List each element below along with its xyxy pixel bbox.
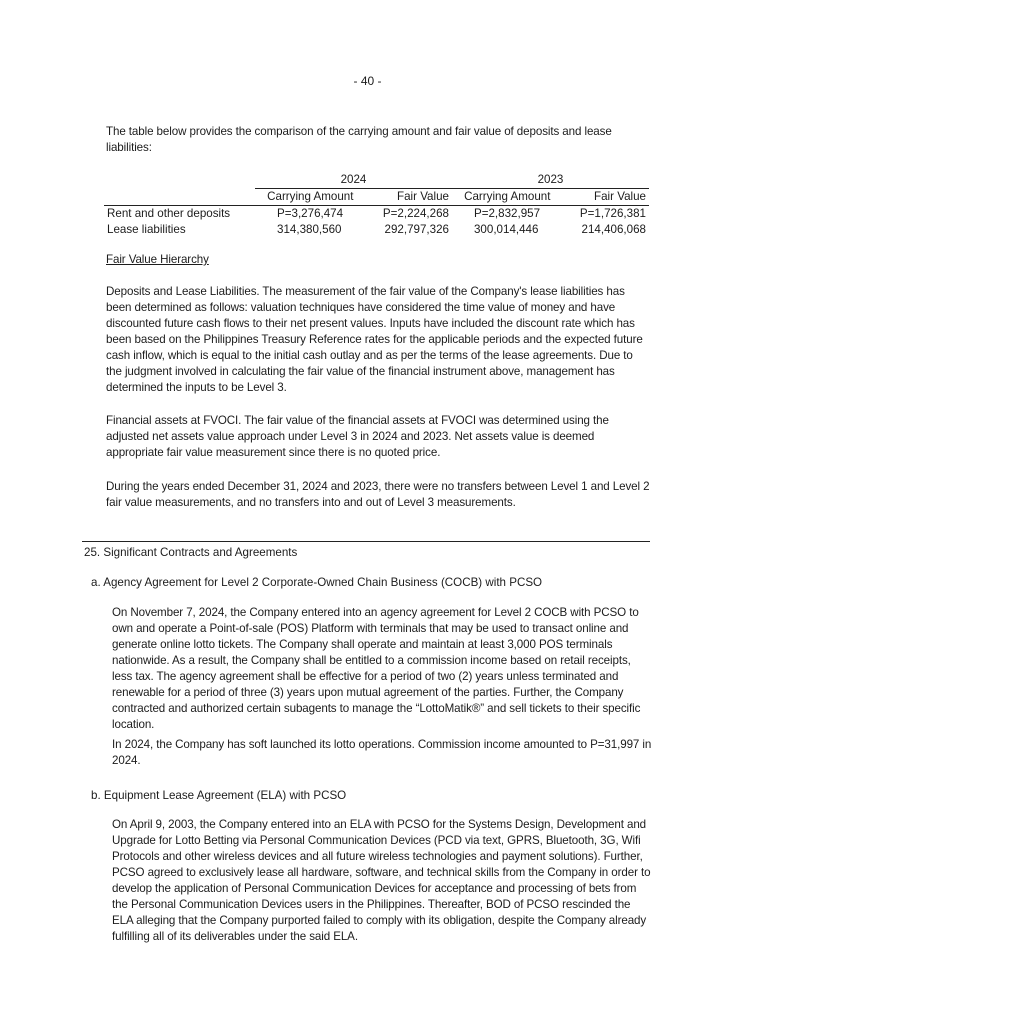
commission-paragraph: In 2024, the Company has soft launched its lotto operations. Commission income amounted to P=31,997 in 2024. <box>112 738 652 767</box>
ela-paragraph: On April 9, 2003, the Company entered into an ELA with PCSO for the Systems Design, Development and Upgrade for Lotto Betting via Personal Communication Devices (PCD via text, GPRS, Bluetooth, 3G, Wifi Protocols and other wireless devices and all future wireless technologies and payment solutions). Further, PCSO agreed to exclusively lease all hardware, software, and technical skills from the Company in order to develop the application of Personal Communication Devices for acceptance and processing of bets from the Personal Communication Devices users in the Philippines. Thereafter, BOD of PCSO rescinded the ELA alleging that the Company purported failed to comply with its obligation, despite the Company already fulfilling all of its deliverables under the said ELA. <box>112 818 651 943</box>
section-divider <box>82 541 650 542</box>
cell: P=1,726,381 <box>579 207 646 220</box>
transfers-paragraph: During the years ended December 31, 2024 and 2023, there were no transfers between Level 1 and Level 2 fair value measurements, and no transfers into and out of Level 3 measurements. <box>106 480 650 509</box>
row-label: Lease liabilities <box>107 223 186 236</box>
table-row <box>104 206 649 223</box>
fvoci-paragraph: Financial assets at FVOCI. The fair value of the financial assets at FVOCI was determined using the adjusted net assets value approach under Level 3 in 2024 and 2023. Net assets value is deemed appropriate fair value measurement since there is no quoted price. <box>106 414 609 459</box>
year-header-row <box>104 172 649 189</box>
col-fair-2023: Fair Value <box>563 189 649 206</box>
cell: 292,797,326 <box>384 223 449 236</box>
row-label: Rent and other deposits <box>107 207 231 220</box>
deposits-paragraph: Deposits and Lease Liabilities. The measurement of the fair value of the Company's lease liabilities has been determined as follows: valuation techniques have considered the time value of money and have discounted future cash flows to their net present values. Inputs have included the discount rate which has been based on the Philippines Treasury Reference rates for the applicable periods and the expected future cash inflow, which is equal to the initial cash outlay and as per the terms of the lease agreements. Due to the judgment involved in calculating the fair value of the financial instrument above, management has determined the inputs to be Level 3. <box>106 285 643 394</box>
cell: 314,380,560 <box>277 223 342 236</box>
col-carrying-2023: Carrying Amount <box>452 189 563 206</box>
subsection-heading-a: a. Agency Agreement for Level 2 Corporate-Owned Chain Business (COCB) with PCSO <box>91 576 543 589</box>
year-2024: 2024 <box>255 172 452 189</box>
column-header-row <box>104 189 649 206</box>
agency-agreement-paragraph: On November 7, 2024, the Company entered into an agency agreement for Level 2 COCB with PCSO to own and operate a Point-of-sale (POS) Platform with terminals that may be used to transact online and generate online lotto tickets. The Company shall operate and maintain at least 3,000 POS terminals nationwide. As a result, the Company shall be entitled to a commission income based on retail receipts, less tax. The agency agreement shall be effective for a period of two (2) years unless terminated and renewable for a period of three (3) years upon mutual agreement of the parties. Further, the Company contracted and authorized certain subagents to manage the “LottoMatik®” and sell tickets to their specific location. <box>112 606 641 731</box>
col-carrying-2024: Carrying Amount <box>255 189 366 206</box>
cell: 300,014,446 <box>473 223 539 236</box>
cell: P=2,224,268 <box>382 207 449 220</box>
cell: P=3,276,474 <box>277 207 344 220</box>
section-heading: 25. Significant Contracts and Agreements <box>84 546 298 559</box>
cell: 214,406,068 <box>581 223 646 236</box>
col-fair-2024: Fair Value <box>366 189 452 206</box>
fair-value-table <box>104 172 649 238</box>
table-row <box>104 222 649 238</box>
page-number: - 40 - <box>353 74 382 88</box>
subsection-heading-b: b. Equipment Lease Agreement (ELA) with PCSO <box>91 789 347 802</box>
fair-value-hierarchy-heading: Fair Value Hierarchy <box>106 253 209 266</box>
cell: P=2,832,957 <box>473 207 541 220</box>
year-2023: 2023 <box>452 172 649 189</box>
intro-paragraph: The table below provides the comparison of the carrying amount and fair value of deposits and lease liabilities: <box>106 125 612 154</box>
